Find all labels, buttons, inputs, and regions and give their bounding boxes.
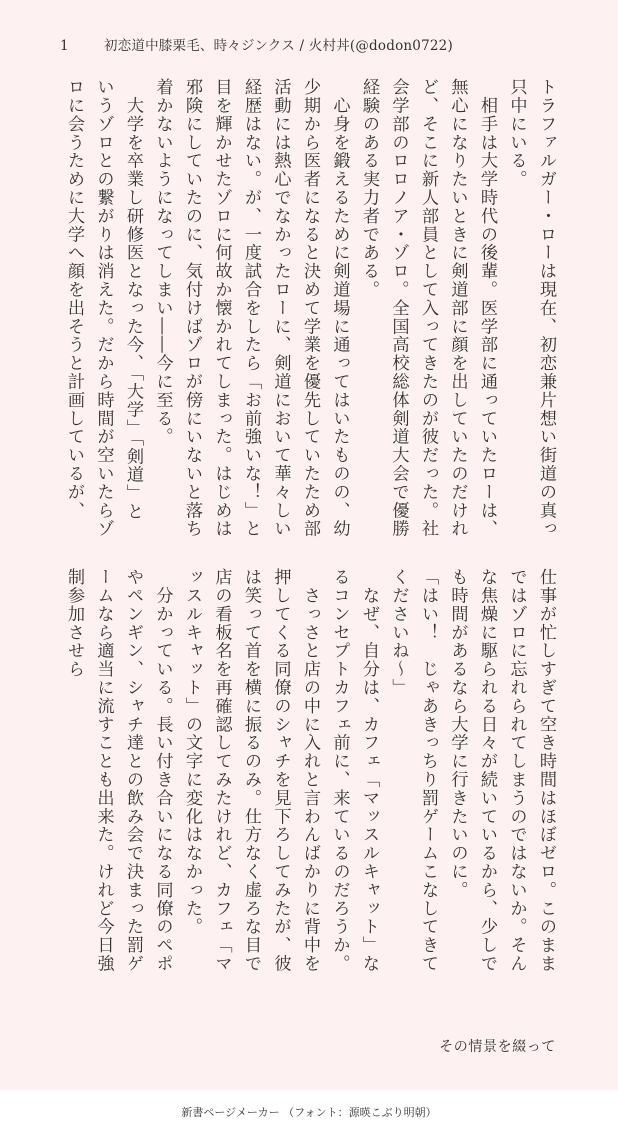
text-block-upper	[50, 78, 560, 538]
paragraph: 心身を鍛えるために剣道場に通ってはいたものの、幼少期から医者になると決めて学業を優先していたため部活動には熱心でなかったローに、剣道において華々しい経歴はない。が、一度試合をしたら「お前強いな！」と目を輝かせたゾロに何故か懐かれてしまった。はじめは邪険にしていたのに、気付けばゾロが傍にいないと落ち着かないようになってしまい――今に至る。	[152, 78, 350, 538]
page-caption: その情景を綴って	[439, 1039, 556, 1055]
paragraph: 「はい！ じゃあきっちり罰ゲームこなしてきてくださいね～」	[388, 568, 438, 973]
text-block-lower	[50, 568, 560, 986]
paragraph: 相手は大学時代の後輩。医学部に通っていたローは、無心になりたいときに剣道部に顔を出していたのだけれど、そこに新人部員として入ってきたのが彼だった。社会学部のロロノア・ゾロ。全国高校総体剣道大会で優勝経験のある実力者である。	[359, 78, 497, 538]
page-title: 初恋道中膝栗毛、時々ジンクス / 火村丼(@dodon0722)	[104, 38, 453, 54]
paragraph: 仕事が忙しすぎて空き時間はほぼゼロ。このままではゾロに忘れられてしまうのではないか。そんな焦燥に駆られる日々が続いているから、少しでも時間があるなら大学に行きたいのに。	[447, 568, 556, 973]
paragraph: さっさと店の中に入れと言わんばかりに背中を押してくる同僚のシャチを見下ろしてみたが、彼は笑って首を横に振るのみ。仕方なく虚ろな目で店の看板名を再確認してみたけれど、カフェ「マッスルキャット」の文字に変化はなかった。	[182, 568, 320, 973]
paragraph: トラファルガー・ローは現在、初恋兼片想い街道の真っ只中にいる。	[506, 78, 556, 538]
page-header	[60, 34, 453, 54]
page-number: 1	[60, 38, 69, 54]
paragraph: なぜ、自分は、カフェ「マッスルキャット」なるコンセプトカフェ前に、来ているのだろうか。	[329, 568, 379, 973]
generator-credit: 新書ページメーカー （フォント：源暎こぶり明朝）	[181, 1106, 437, 1119]
paragraph: 分かっている。長い付き合いになる同僚のペポやペンギン、シャチ達との飲み会で決まった罰ゲームなら適当に流すことも出来た。けれど今日強制参加させら	[64, 568, 173, 973]
paragraph: 大学を卒業し研修医となった今、「大学」「剣道」というゾロとの繋がりは消えた。だから時間が空いたらゾロに会うために大学へ顔を出そうと計画しているが、	[64, 78, 143, 538]
